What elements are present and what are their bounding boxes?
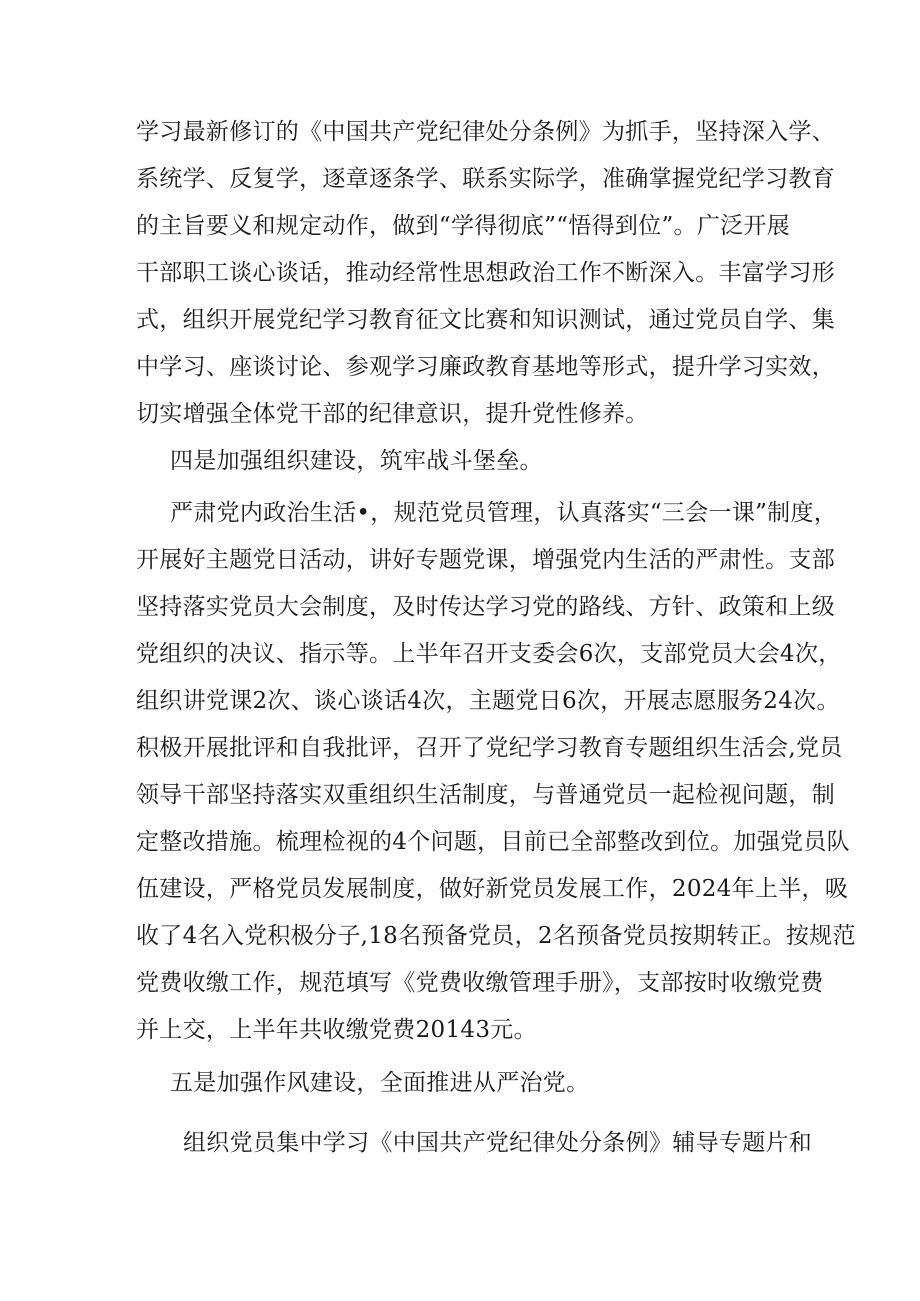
- text-line: 严肃党内政治生活•，规范党员管理，认真落实“三会一课”制度，: [170, 500, 838, 526]
- text-line: 切实增强全体党干部的纪律意识，提升党性修养。: [136, 401, 649, 427]
- text-line: 积极开展批评和自我批评，召开了党纪学习教育专题组织生活会,党员: [136, 735, 843, 761]
- text-line: 开展好主题党日活动，讲好专题党课，增强党内生活的严肃性。支部: [136, 547, 835, 573]
- text-line: 党费收缴工作，规范填写《党费收缴管理手册》，支部按时收缴党费: [136, 970, 824, 996]
- text-line: 领导干部坚持落实双重组织生活制度，与普通党员一起检视问题，制: [136, 782, 835, 808]
- text-line: 并上交，上半年共收缴党费20143元。: [136, 1017, 537, 1043]
- text-line: 干部职工谈心谈话，推动经常性思想政治工作不断深入。丰富学习形: [136, 260, 835, 286]
- text-line: 的主旨要义和规定动作，做到“学得彻底”“悟得到位”。广泛开展: [136, 213, 791, 239]
- text-line: 系统学、反复学，逐章逐条学、联系实际学，准确掌握党纪学习教育: [136, 166, 835, 192]
- text-line: 学习最新修订的《中国共产党纪律处分条例》为抓手，坚持深入学、: [136, 119, 835, 145]
- text-line: 党组织的决议、指示等。上半年召开支委会6次，支部党员大会4次，: [136, 641, 842, 667]
- text-line: 坚持落实党员大会制度，及时传达学习党的路线、方针、政策和上级: [136, 594, 835, 620]
- text-line: 收了4名入党积极分子,18名预备党员，2名预备党员按期转正。按规范: [136, 923, 856, 949]
- text-line: 组织党员集中学习《中国共产党纪律处分条例》辅导专题片和: [183, 1130, 813, 1156]
- text-line: 伍建设，严格党员发展制度，做好新党员发展工作，2024年上半，吸: [136, 876, 849, 902]
- text-line: 定整改措施。梳理检视的4个问题，目前已全部整改到位。加强党员队: [136, 829, 850, 855]
- section-heading-text: 五是加强作风建设，全面推进从严治党。: [170, 1070, 590, 1096]
- section-heading-text: 四是加强组织建设，筑牢战斗堡垒。: [170, 448, 543, 474]
- text-line: 组织讲党课2次、谈心谈话4次，主题党日6次，开展志愿服务24次。: [136, 688, 840, 714]
- text-line: 式，组织开展党纪学习教育征文比赛和知识测试，通过党员自学、集: [136, 307, 835, 333]
- text-line: 中学习、座谈讨论、参观学习廉政教育基地等形式，提升学习实效，: [136, 354, 835, 380]
